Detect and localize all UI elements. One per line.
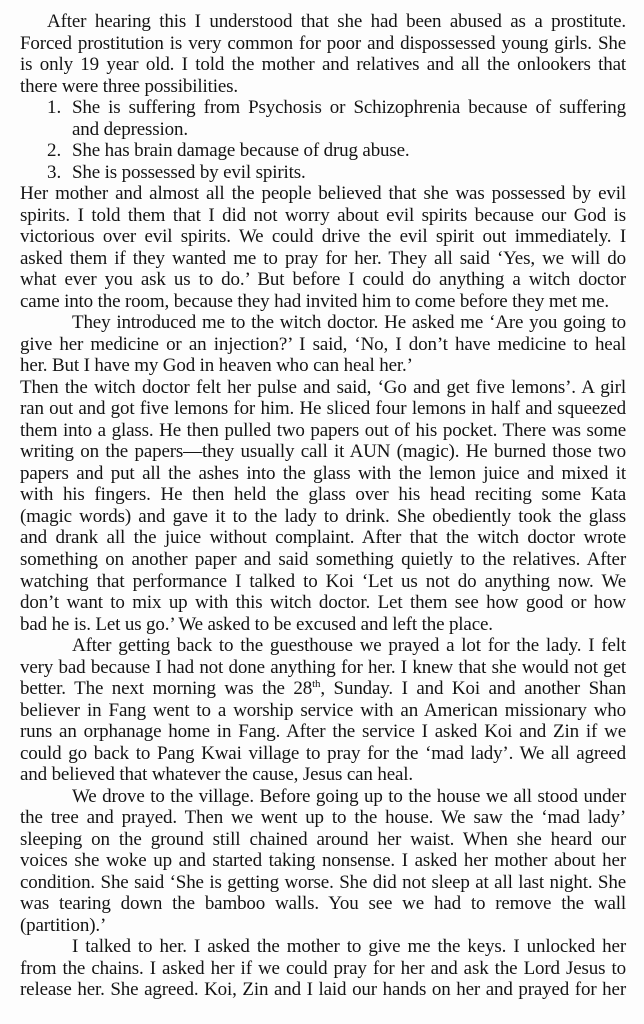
text-line: We drove to the village. Before going up to the house we all stood under [72,785,626,807]
text-line: very bad because I had not done anything for her. I knew that she would not get [20,656,626,678]
text-line: condition. She said ‘She is getting worse. She did not sleep at all last night. She [20,871,626,893]
text-line: spirits. I told them that I did not worry about evil spirits because our God is [20,204,626,226]
text-line: believer in Fang went to a worship service with an American missionary who [20,699,626,721]
text-line: release her. She agreed. Koi, Zin and I laid our hands on her and prayed for her [20,979,626,1001]
text-line: something on another paper and said something quietly to the relatives. After [20,549,626,570]
text-line: After getting back to the guesthouse we prayed a lot for the lady. I felt [72,635,626,657]
text-line: Then the witch doctor felt her pulse and said, ‘Go and get five lemons’. A girl [20,376,626,398]
text-line: I talked to her. I asked the mother to give me the keys. I unlocked her [72,936,626,958]
text-line: After hearing this I understood that she had been abused as a prostitute. [47,11,626,32]
list-number: 1. [47,97,62,119]
text-line: victorious over evil spirits. We could drive the evil spirit out immediately. I [20,226,626,248]
text-line: watching that performance I talked to Koi ‘Let us not do anything now. We [20,570,626,592]
text-line: from the chains. I asked her if we could pray for her and ask the Lord Jesus to [20,957,626,979]
text-line: give her medicine or an injection?’ I said, ‘No, I don’t have medicine to heal [20,333,626,355]
list-number: 3. [47,161,62,183]
text-line [20,678,626,700]
text-line: papers and put all the ashes into the glass with the lemon juice and mixed it [20,462,626,484]
text-line: Her mother and almost all the people believed that she was possessed by evil [20,183,626,205]
text-line: voices she woke up and started taking nonsense. I asked her mother about her [20,850,626,872]
list-item-line: She is suffering from Psychosis or Schizophrenia because of suffering [72,97,626,119]
list-item-line: She has brain damage because of drug abuse. [72,140,410,162]
text-line: with his fingers. He then held the glass over his head reciting some Kata [20,484,626,506]
text-line: came into the room, because they had invited him to come before they met me. [20,290,610,312]
text-line: and drank all the juice without complaint. After that the witch doctor wrote [20,527,626,549]
text-line: the tree and prayed. Then we went up to the house. We saw the ‘mad lady’ [20,807,626,829]
text-line: (partition).’ [20,914,107,936]
text-line: They introduced me to the witch doctor. He asked me ‘Are you going to [72,312,626,334]
list-item-line: and depression. [72,118,188,140]
list-item-line: She is possessed by evil spirits. [72,161,306,183]
text-line: asked them if they wanted me to pray for her. They all said ‘Yes, we will do [20,247,626,269]
text-line: bad he is. Let us go.’ We asked to be excused and left the place. [20,613,493,635]
text-line: (magic words) and gave it to the lady to drink. She obediently took the glass [20,505,626,527]
text-line: runs an orphanage home in Fang. After the service I asked Koi and Zin if we [20,721,626,743]
text-line: sleeping on the ground still chained around her waist. When she heard our [20,828,626,850]
text-line: Forced prostitution is very common for poor and dispossessed young girls. She [20,32,626,54]
text-fragment: , Sunday. I and Koi and another Shan [320,678,626,700]
text-line: was tearing down the bamboo walls. You see we had to remove the wall [20,893,626,915]
ordinal-superscript: th [312,678,321,691]
text-line: her. But I have my God in heaven who can heal her.’ [20,355,413,377]
text-line: could go back to Pang Kwai village to pray for the ‘mad lady’. We all agreed [20,742,626,764]
text-line: them into a glass. He then pulled two papers out of his pocket. There was some [20,419,626,441]
text-fragment: better. The next morning was the 28 [20,678,313,700]
text-line: ran out and got five lemons for him. He sliced four lemons in half and squeezed [20,398,626,420]
text-line: and believed that whatever the cause, Jesus can heal. [20,764,413,786]
text-line: what ever you ask us to do.’ But before I could do anything a witch doctor [20,269,626,291]
text-line: is only 19 year old. I told the mother and relatives and all the onlookers that [20,54,626,76]
text-line: don’t want to mix up with this witch doctor. Let them see how good or how [20,592,626,614]
text-line: writing on the papers—they usually call it AUN (magic). He burned those two [20,441,626,463]
text-line: there were three possibilities. [20,75,238,97]
list-number: 2. [47,140,62,162]
